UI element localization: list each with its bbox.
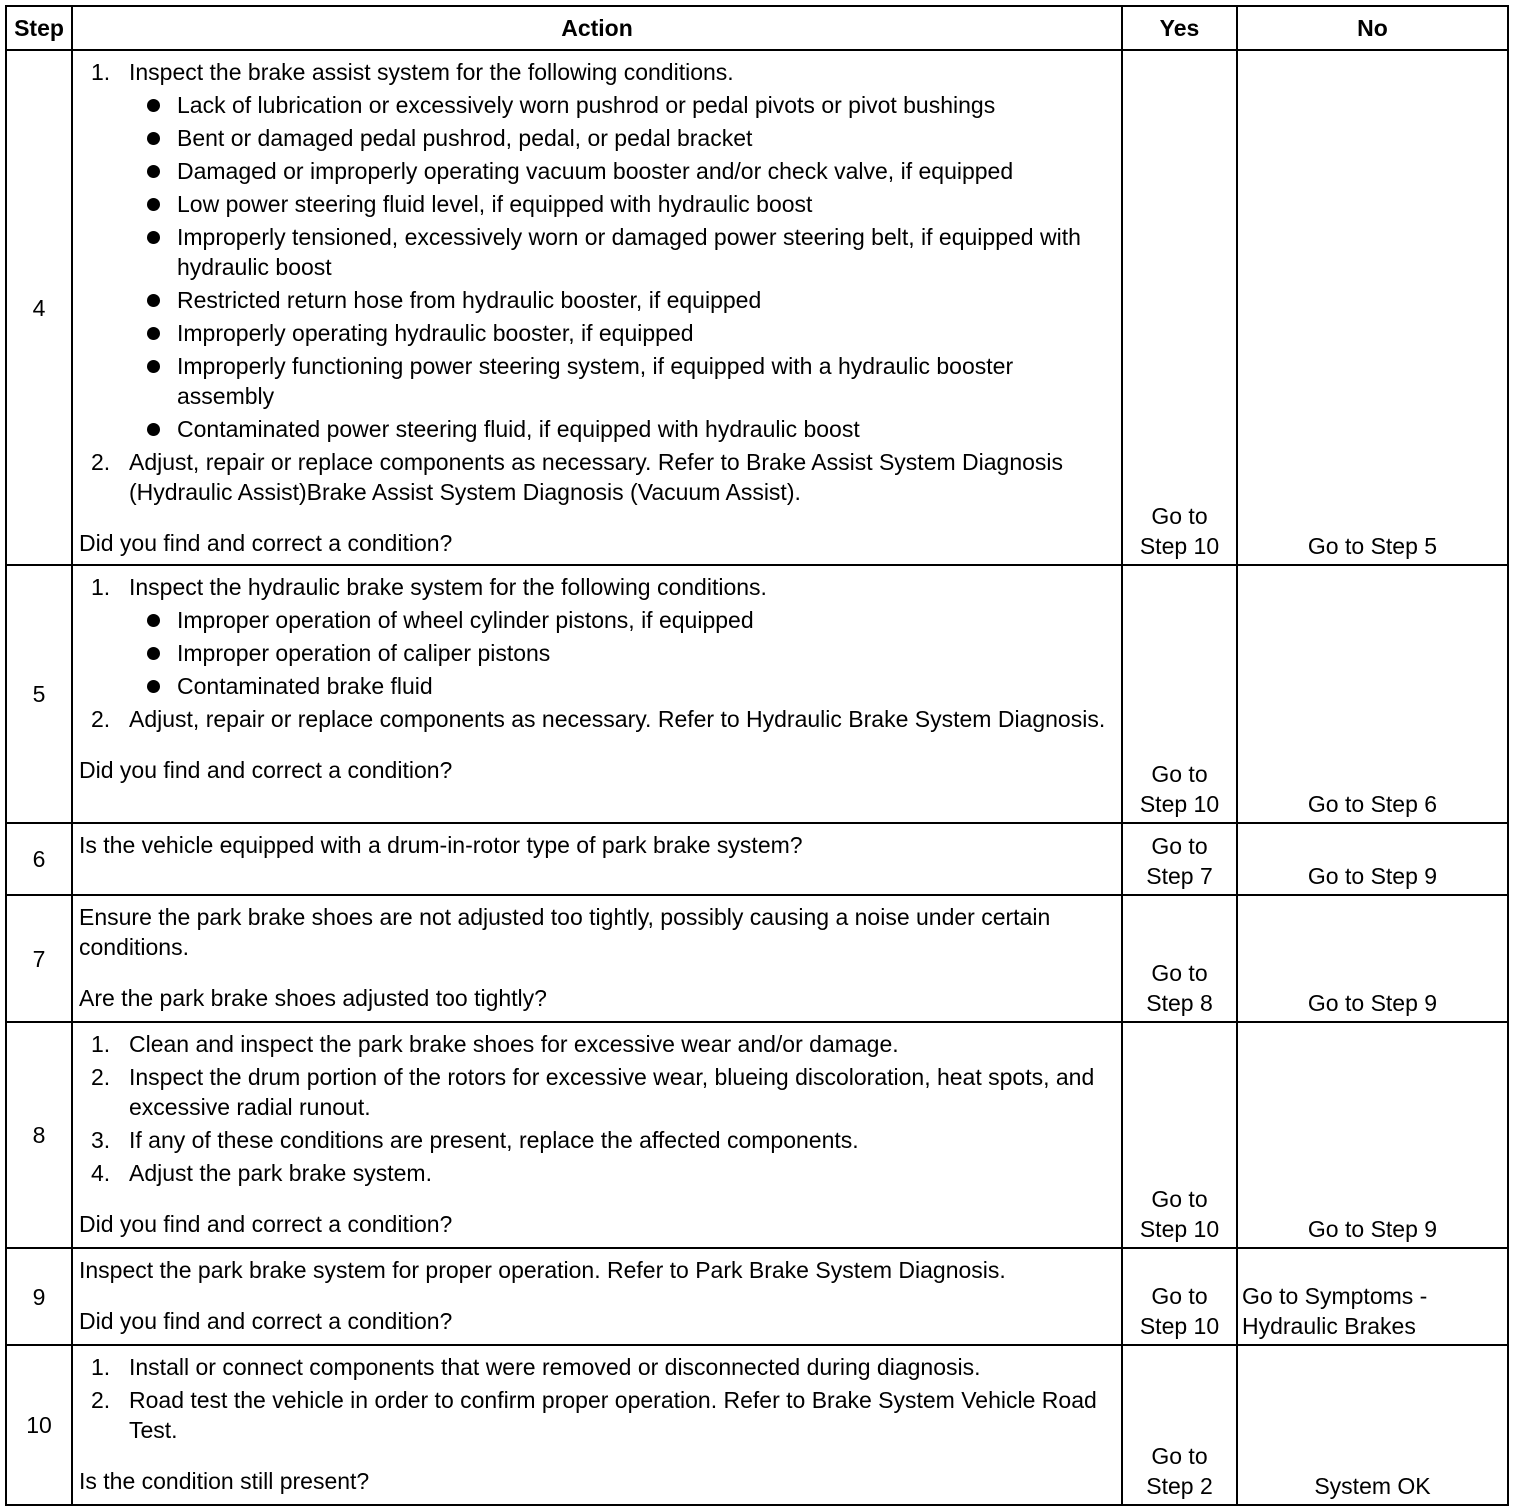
bullet-item: Improper operation of caliper pistons [79, 638, 1113, 668]
action-text: Ensure the park brake shoes are not adjusted too tightly, possibly causing a noise under certain conditions. [79, 904, 1051, 960]
list-text: Install or connect components that were removed or disconnected during diagnosis. [129, 1354, 981, 1380]
numbered-list [79, 1352, 1113, 1445]
no-cell [1237, 1248, 1508, 1345]
no-cell: Go to Step 6 [1237, 565, 1508, 823]
question-text: Did you find and correct a condition? [79, 757, 453, 783]
list-item [79, 1029, 1113, 1059]
yes-line-2: Step 2 [1146, 1473, 1213, 1499]
question-text: Did you find and correct a condition? [79, 530, 453, 556]
list-item [79, 1125, 1113, 1155]
action-cell [72, 823, 1122, 895]
list-number: 2. [91, 1387, 111, 1413]
yes-line-2: Step 10 [1139, 791, 1220, 817]
numbered-list [79, 57, 1113, 507]
list-item [79, 704, 1113, 734]
action-text: Inspect the park brake system for proper operation. Refer to Park Brake System Diagnosis. [79, 1257, 1006, 1283]
list-number: 2. [91, 449, 111, 475]
list-text: Inspect the brake assist system for the following conditions. [129, 59, 734, 85]
yes-cell [1122, 895, 1237, 1022]
no-cell: Go to Step 9 [1237, 1022, 1508, 1248]
no-line-2: Hydraulic Brakes [1242, 1313, 1416, 1339]
table-row [6, 565, 1508, 823]
bullet-list [79, 605, 1113, 701]
yes-line-1: Go to [1151, 761, 1208, 787]
yes-line-1: Go to [1151, 1283, 1208, 1309]
yes-cell [1122, 50, 1237, 565]
action-cell [72, 565, 1122, 823]
list-text: Adjust, repair or replace components as necessary. Refer to Hydraulic Brake System Diagnosis. [129, 706, 1106, 732]
action-cell [72, 1248, 1122, 1345]
yes-line-2: Step 10 [1139, 1216, 1220, 1242]
bullet-item: Improper operation of wheel cylinder pistons, if equipped [79, 605, 1113, 635]
yes-line-1: Go to [1151, 1443, 1208, 1469]
step-number: 5 [6, 565, 72, 823]
header-row [6, 6, 1508, 50]
list-number: 2. [91, 706, 111, 732]
list-item [79, 1158, 1113, 1188]
no-line-1: Go to Symptoms - [1242, 1283, 1428, 1309]
yes-cell [1122, 1022, 1237, 1248]
yes-cell [1122, 823, 1237, 895]
no-cell: Go to Step 5 [1237, 50, 1508, 565]
list-text: Adjust the park brake system. [129, 1160, 432, 1186]
bullet-item: Improperly functioning power steering system, if equipped with a hydraulic booster assembly [79, 351, 1113, 411]
action-text: Is the vehicle equipped with a drum-in-rotor type of park brake system? [79, 832, 803, 858]
no-cell: Go to Step 9 [1237, 895, 1508, 1022]
bullet-item: Lack of lubrication or excessively worn pushrod or pedal pivots or pivot bushings [79, 90, 1113, 120]
bullet-item: Contaminated brake fluid [79, 671, 1113, 701]
numbered-list [79, 1029, 1113, 1188]
table-row [6, 823, 1508, 895]
question-text: Did you find and correct a condition? [79, 1211, 453, 1237]
yes-line-1: Go to [1151, 503, 1208, 529]
no-cell: System OK [1237, 1345, 1508, 1505]
list-text: Adjust, repair or replace components as necessary. Refer to Brake Assist System Diagnosis (Hydraulic Assist)Brake Assist System Diagnosis (Vacuum Assist). [129, 449, 1064, 505]
yes-line-2: Step 8 [1146, 990, 1213, 1016]
list-number: 1. [91, 59, 111, 85]
list-number: 1. [91, 1031, 111, 1057]
action-cell [72, 895, 1122, 1022]
step-number: 4 [6, 50, 72, 565]
step-number: 9 [6, 1248, 72, 1345]
no-cell: Go to Step 9 [1237, 823, 1508, 895]
list-text: Road test the vehicle in order to confirm proper operation. Refer to Brake System Vehicle Road Test. [129, 1387, 1097, 1443]
yes-line-2: Step 10 [1139, 533, 1220, 559]
table-row [6, 1248, 1508, 1345]
action-cell [72, 1022, 1122, 1248]
bullet-item: Damaged or improperly operating vacuum booster and/or check valve, if equipped [79, 156, 1113, 186]
bullet-item: Improperly tensioned, excessively worn or damaged power steering belt, if equipped with hydraulic boost [79, 222, 1113, 282]
list-number: 4. [91, 1160, 111, 1186]
yes-cell [1122, 1248, 1237, 1345]
list-text: Inspect the drum portion of the rotors for excessive wear, blueing discoloration, heat spots, and excessive radial runout. [129, 1064, 1095, 1120]
yes-line-1: Go to [1151, 1186, 1208, 1212]
list-item [79, 57, 1113, 87]
table-row [6, 1022, 1508, 1248]
list-text: Clean and inspect the park brake shoes for excessive wear and/or damage. [129, 1031, 899, 1057]
yes-line-1: Go to [1151, 960, 1208, 986]
step-number: 7 [6, 895, 72, 1022]
numbered-list [79, 572, 1113, 734]
action-cell [72, 50, 1122, 565]
step-number: 8 [6, 1022, 72, 1248]
yes-cell [1122, 565, 1237, 823]
yes-line-2: Step 10 [1139, 1313, 1220, 1339]
list-item [79, 1352, 1113, 1382]
list-item [79, 572, 1113, 602]
bullet-item: Contaminated power steering fluid, if equipped with hydraulic boost [79, 414, 1113, 444]
bullet-list [79, 90, 1113, 444]
list-number: 1. [91, 1354, 111, 1380]
header-step: Step [6, 6, 72, 50]
yes-cell [1122, 1345, 1237, 1505]
header-action: Action [72, 6, 1122, 50]
step-number: 6 [6, 823, 72, 895]
list-text: Inspect the hydraulic brake system for the following conditions. [129, 574, 767, 600]
list-text: If any of these conditions are present, replace the affected components. [129, 1127, 859, 1153]
bullet-item: Restricted return hose from hydraulic booster, if equipped [79, 285, 1113, 315]
yes-line-2: Step 7 [1146, 863, 1213, 889]
list-number: 1. [91, 574, 111, 600]
list-item [79, 1062, 1113, 1122]
header-yes: Yes [1122, 6, 1237, 50]
step-number: 10 [6, 1345, 72, 1505]
diagnostic-table [5, 5, 1509, 1506]
question-text: Are the park brake shoes adjusted too tightly? [79, 985, 547, 1011]
bullet-item: Low power steering fluid level, if equipped with hydraulic boost [79, 189, 1113, 219]
table-row [6, 895, 1508, 1022]
yes-line-1: Go to [1151, 833, 1208, 859]
bullet-item: Bent or damaged pedal pushrod, pedal, or pedal bracket [79, 123, 1113, 153]
question-text: Is the condition still present? [79, 1468, 370, 1494]
list-number: 3. [91, 1127, 111, 1153]
action-cell [72, 1345, 1122, 1505]
list-number: 2. [91, 1064, 111, 1090]
bullet-item: Improperly operating hydraulic booster, if equipped [79, 318, 1113, 348]
question-text: Did you find and correct a condition? [79, 1308, 453, 1334]
table-row [6, 1345, 1508, 1505]
header-no: No [1237, 6, 1508, 50]
list-item [79, 447, 1113, 507]
table-row [6, 50, 1508, 565]
list-item [79, 1385, 1113, 1445]
